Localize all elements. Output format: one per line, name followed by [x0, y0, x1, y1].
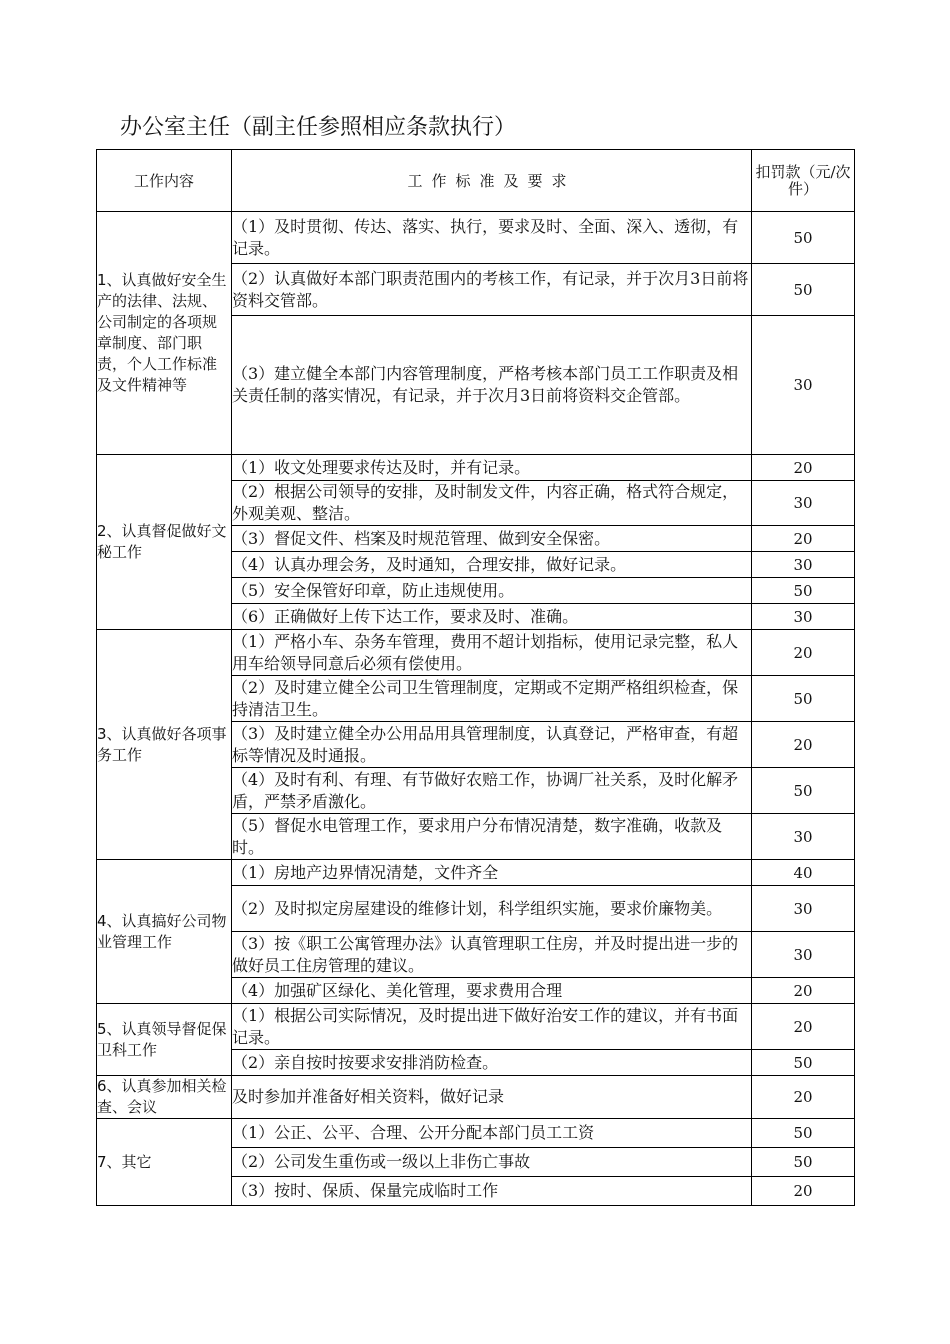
- penalty-cell: 30: [752, 552, 855, 578]
- header-row: [97, 150, 855, 212]
- standard-cell: （3）按《职工公寓管理办法》认真管理职工住房，并及时提出进一步的做好员工住房管理的建议。: [232, 932, 752, 978]
- standard-cell: （5）督促水电管理工作，要求用户分布情况清楚，数字准确，收款及时。: [232, 814, 752, 860]
- standard-cell: （1）及时贯彻、传达、落实、执行，要求及时、全面、深入、透彻，有记录。: [232, 212, 752, 264]
- category-cell: 1、认真做好安全生产的法律、法规、公司制定的各项规章制度、部门职责，个人工作标准及文件精神等: [97, 212, 232, 455]
- penalty-cell: 50: [752, 768, 855, 814]
- penalty-cell: 30: [752, 814, 855, 860]
- table-row: [97, 1076, 855, 1119]
- table-row: [97, 1004, 855, 1050]
- penalty-cell: 30: [752, 886, 855, 932]
- page-title: 办公室主任（副主任参照相应条款执行）: [120, 115, 517, 140]
- standard-cell: （3）建立健全本部门内容管理制度，严格考核本部门员工工作职责及相关责任制的落实情况，有记录，并于次月3日前将资料交企管部。: [232, 316, 752, 455]
- penalty-cell: 20: [752, 1004, 855, 1050]
- assessment-table: [96, 149, 855, 1206]
- category-cell: 2、认真督促做好文秘工作: [97, 455, 232, 630]
- penalty-cell: 20: [752, 630, 855, 676]
- standard-cell: （4）及时有利、有理、有节做好农赔工作，协调厂社关系，及时化解矛盾，严禁矛盾激化。: [232, 768, 752, 814]
- penalty-cell: 20: [752, 1076, 855, 1119]
- standard-cell: （4）认真办理会务，及时通知，合理安排，做好记录。: [232, 552, 752, 578]
- penalty-cell: 50: [752, 1148, 855, 1177]
- standard-cell: （4）加强矿区绿化、美化管理，要求费用合理: [232, 978, 752, 1004]
- table-row: [97, 1119, 855, 1148]
- standard-cell: （3）及时建立健全办公用品用具管理制度，认真登记，严格审查，有超标等情况及时通报。: [232, 722, 752, 768]
- penalty-cell: 30: [752, 932, 855, 978]
- standard-cell: （2）亲自按时按要求安排消防检查。: [232, 1050, 752, 1076]
- standard-cell: （2）及时拟定房屋建设的维修计划，科学组织实施，要求价廉物美。: [232, 886, 752, 932]
- penalty-cell: 20: [752, 455, 855, 481]
- penalty-cell: 50: [752, 1119, 855, 1148]
- penalty-cell: 20: [752, 722, 855, 768]
- table-row: [97, 630, 855, 676]
- penalty-cell: 50: [752, 1050, 855, 1076]
- penalty-cell: 50: [752, 676, 855, 722]
- penalty-cell: 50: [752, 578, 855, 604]
- standard-cell: （1）公正、公平、合理、公开分配本部门员工工资: [232, 1119, 752, 1148]
- penalty-cell: 20: [752, 978, 855, 1004]
- standard-cell: （3）按时、保质、保量完成临时工作: [232, 1177, 752, 1206]
- standard-cell: （2）及时建立健全公司卫生管理制度，定期或不定期严格组织检查，保持清洁卫生。: [232, 676, 752, 722]
- penalty-cell: 30: [752, 604, 855, 630]
- standard-cell: （1）根据公司实际情况，及时提出进下做好治安工作的建议，并有书面记录。: [232, 1004, 752, 1050]
- standard-cell: （3）督促文件、档案及时规范管理、做到安全保密。: [232, 526, 752, 552]
- category-cell: 6、认真参加相关检查、会议: [97, 1076, 232, 1119]
- penalty-cell: 40: [752, 860, 855, 886]
- standard-cell: （2）认真做好本部门职责范围内的考核工作，有记录，并于次月3日前将资料交管部。: [232, 264, 752, 316]
- standard-cell: （5）安全保管好印章，防止违规使用。: [232, 578, 752, 604]
- standard-cell: （6）正确做好上传下达工作，要求及时、准确。: [232, 604, 752, 630]
- standard-cell: （1）严格小车、杂务车管理，费用不超计划指标，使用记录完整，私人用车给领导同意后必须有偿使用。: [232, 630, 752, 676]
- header-penalty: 扣罚款（元/次件）: [752, 150, 855, 212]
- penalty-cell: 50: [752, 212, 855, 264]
- header-standard: 工作标准及要求: [232, 150, 752, 212]
- standard-cell: （2）公司发生重伤或一级以上非伤亡事故: [232, 1148, 752, 1177]
- standard-cell: （2）根据公司领导的安排，及时制发文件，内容正确，格式符合规定，外观美观、整洁。: [232, 481, 752, 526]
- standard-cell: （1）房地产边界情况清楚，文件齐全: [232, 860, 752, 886]
- penalty-cell: 30: [752, 481, 855, 526]
- category-cell: 4、认真搞好公司物业管理工作: [97, 860, 232, 1004]
- category-cell: 5、认真领导督促保卫科工作: [97, 1004, 232, 1076]
- penalty-cell: 20: [752, 526, 855, 552]
- category-cell: 7、其它: [97, 1119, 232, 1206]
- table-row: [97, 455, 855, 481]
- table-row: [97, 212, 855, 264]
- standard-cell: （1）收文处理要求传达及时，并有记录。: [232, 455, 752, 481]
- table-row: [97, 860, 855, 886]
- category-cell: 3、认真做好各项事务工作: [97, 630, 232, 860]
- penalty-cell: 50: [752, 264, 855, 316]
- penalty-cell: 30: [752, 316, 855, 455]
- penalty-cell: 20: [752, 1177, 855, 1206]
- standard-cell: 及时参加并准备好相关资料，做好记录: [232, 1076, 752, 1119]
- header-content: 工作内容: [97, 150, 232, 212]
